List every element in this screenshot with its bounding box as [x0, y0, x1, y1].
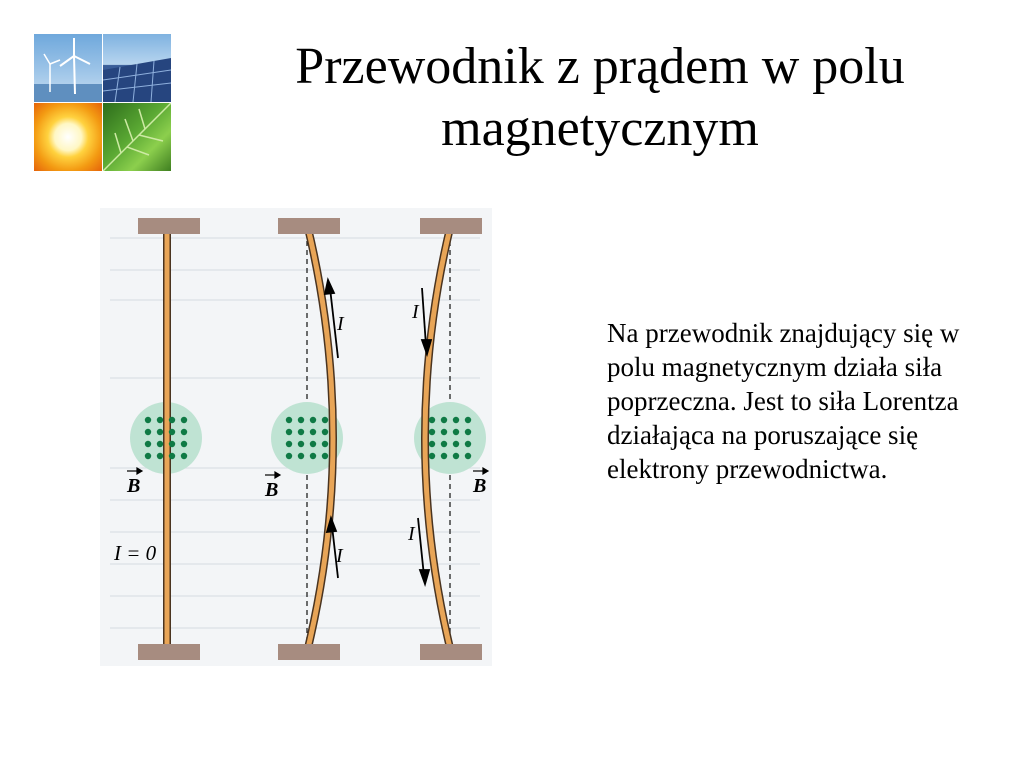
field-dot — [298, 441, 304, 447]
wind-turbine-icon — [34, 34, 102, 102]
field-dot — [286, 453, 292, 459]
clamp — [138, 218, 200, 234]
leaf-icon — [103, 103, 171, 171]
field-dot — [441, 453, 447, 459]
field-dot — [322, 429, 328, 435]
field-dot — [286, 429, 292, 435]
field-label: B — [265, 479, 279, 501]
current-label: I — [337, 313, 344, 335]
field-dot — [453, 453, 459, 459]
field-dot — [322, 453, 328, 459]
field-dot — [322, 441, 328, 447]
field-dot — [169, 453, 175, 459]
conductor-figure — [100, 208, 492, 666]
clamp — [278, 644, 340, 660]
field-dot — [310, 429, 316, 435]
field-dot — [298, 453, 304, 459]
slide-logo — [34, 34, 171, 171]
field-dot — [429, 453, 435, 459]
magnetic-field-areas — [130, 402, 486, 474]
field-dot — [145, 441, 151, 447]
field-dot — [453, 417, 459, 423]
field-dot — [310, 453, 316, 459]
field-label: B — [127, 475, 141, 497]
field-dot — [145, 429, 151, 435]
current-label: I — [336, 545, 343, 567]
field-dot — [169, 417, 175, 423]
field-dot — [157, 453, 163, 459]
field-dot — [322, 417, 328, 423]
field-dot — [441, 417, 447, 423]
field-dot — [181, 441, 187, 447]
field-dot — [465, 453, 471, 459]
field-dot — [181, 417, 187, 423]
sun-icon — [34, 103, 102, 171]
field-dot — [157, 441, 163, 447]
field-dot — [298, 417, 304, 423]
field-dot — [465, 417, 471, 423]
field-dot — [441, 441, 447, 447]
field-dot — [441, 429, 447, 435]
field-dot — [298, 429, 304, 435]
clamp — [420, 644, 482, 660]
field-dot — [453, 441, 459, 447]
field-dot — [169, 441, 175, 447]
field-dot — [181, 453, 187, 459]
field-dot — [429, 417, 435, 423]
field-dot — [429, 441, 435, 447]
field-dot — [310, 417, 316, 423]
clamp — [138, 644, 200, 660]
field-dot — [286, 441, 292, 447]
field-label: B — [473, 475, 487, 497]
slide-body-text: Na przewodnik znajdujący się w polu magnetycznym działa siła poprzeczna. Jest to siła Lorentza działająca na poruszające się elektrony przewodnictwa. — [607, 318, 960, 484]
field-dot — [169, 429, 175, 435]
current-zero-label: I = 0 — [114, 541, 157, 565]
field-dot — [145, 417, 151, 423]
field-dot — [310, 441, 316, 447]
field-dot — [465, 441, 471, 447]
field-dot — [157, 417, 163, 423]
current-label: I — [412, 301, 419, 323]
field-dot — [429, 429, 435, 435]
field-dot — [286, 417, 292, 423]
solar-panel-icon — [103, 34, 171, 102]
clamp — [420, 218, 482, 234]
slide-title: Przewodnik z prądem w polu magnetycznym — [295, 38, 905, 157]
field-dot — [465, 429, 471, 435]
current-label: I — [408, 523, 415, 545]
field-dot — [453, 429, 459, 435]
clamp — [278, 218, 340, 234]
field-dot — [157, 429, 163, 435]
field-dot — [145, 453, 151, 459]
field-dot — [181, 429, 187, 435]
